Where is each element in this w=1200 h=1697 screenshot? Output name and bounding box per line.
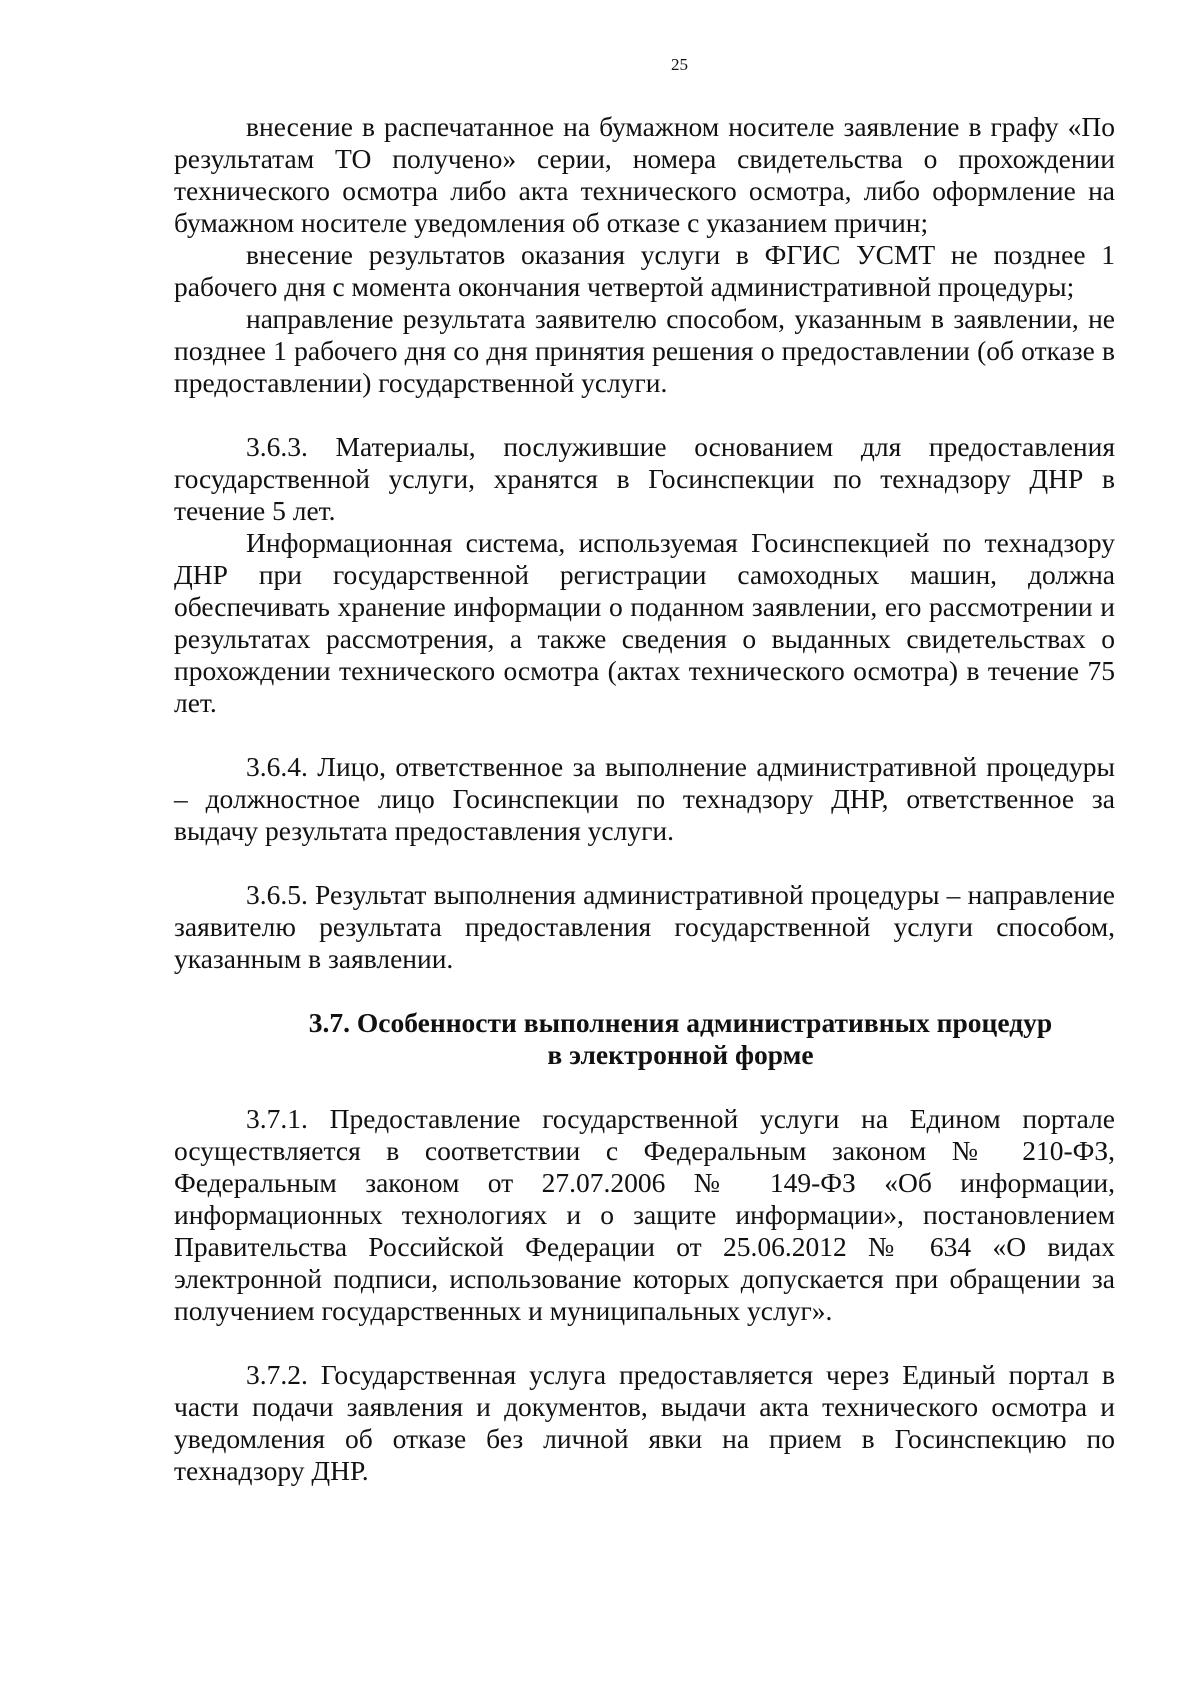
paragraph-3-7-1: 3.7.1. Предоставление государственной услуги на Едином портале осуществляется в соответствии с Федеральным законом № 210-ФЗ, Федеральным законом от 27.07.2006 № 149-ФЗ «Об информации, информационных технологиях и о защите информации», постановлением Правительства Российской Федерации от 25.06.2012 № 634 «О видах электронной подписи, использование которых допускается при обращении за получением государственных и муниципальных услуг». bbox=[174, 1103, 1115, 1326]
paragraph-3-6-4: 3.6.4. Лицо, ответственное за выполнение административной процедуры – должностное лицо Госинспекции по технадзору ДНР, ответственное за выдачу результата предоставления услуги. bbox=[174, 751, 1115, 846]
page-number: 25 bbox=[671, 55, 688, 74]
section-heading-line-1: 3.7. Особенности выполнения административных процедур bbox=[308, 1007, 1053, 1038]
paragraph-3-6-3: 3.6.3. Материалы, послужившие основанием для предоставления государственной услуги, хранятся в Госинспекции по технадзору ДНР в течение 5 лет. bbox=[174, 431, 1115, 526]
paragraph-sending-result: направление результата заявителю способом, указанным в заявлении, не позднее 1 рабочего дня со дня принятия решения о предоставлении (об отказе в предоставлении) государственной услуги. bbox=[174, 303, 1115, 398]
section-heading-3-7 bbox=[174, 1007, 1115, 1071]
section-heading-line-2: в электронной форме bbox=[547, 1039, 814, 1070]
paragraph-3-7-2: 3.7.2. Государственная услуга предоставляется через Единый портал в части подачи заявления и документов, выдачи акта технического осмотра и уведомления об отказе без личной явки на прием в Госинспекцию по технадзору ДНР. bbox=[174, 1359, 1115, 1486]
paragraph-3-6-5: 3.6.5. Результат выполнения административной процедуры – направление заявителю результата предоставления государственной услуги способом, указанным в заявлении. bbox=[174, 879, 1115, 974]
paragraph-entry-into-fgis: внесение результатов оказания услуги в ФГИС УСМТ не позднее 1 рабочего дня с момента окончания четвертой административной процедуры; bbox=[174, 239, 1115, 302]
paragraph-information-system: Информационная система, используемая Госинспекцией по технадзору ДНР при государственной регистрации самоходных машин, должна обеспечивать хранение информации о поданном заявлении, его рассмотрении и результатах рассмотрения, а также сведения о выданных свидетельствах о прохождении технического осмотра (актах технического осмотра) в течение 75 лет. bbox=[174, 527, 1115, 718]
paragraph-entry-into-paper-application: внесение в распечатанное на бумажном носителе заявление в графу «По результатам ТО получено» серии, номера свидетельства о прохождении технического осмотра либо акта технического осмотра, либо оформление на бумажном носителе уведомления об отказе с указанием причин; bbox=[174, 111, 1115, 238]
